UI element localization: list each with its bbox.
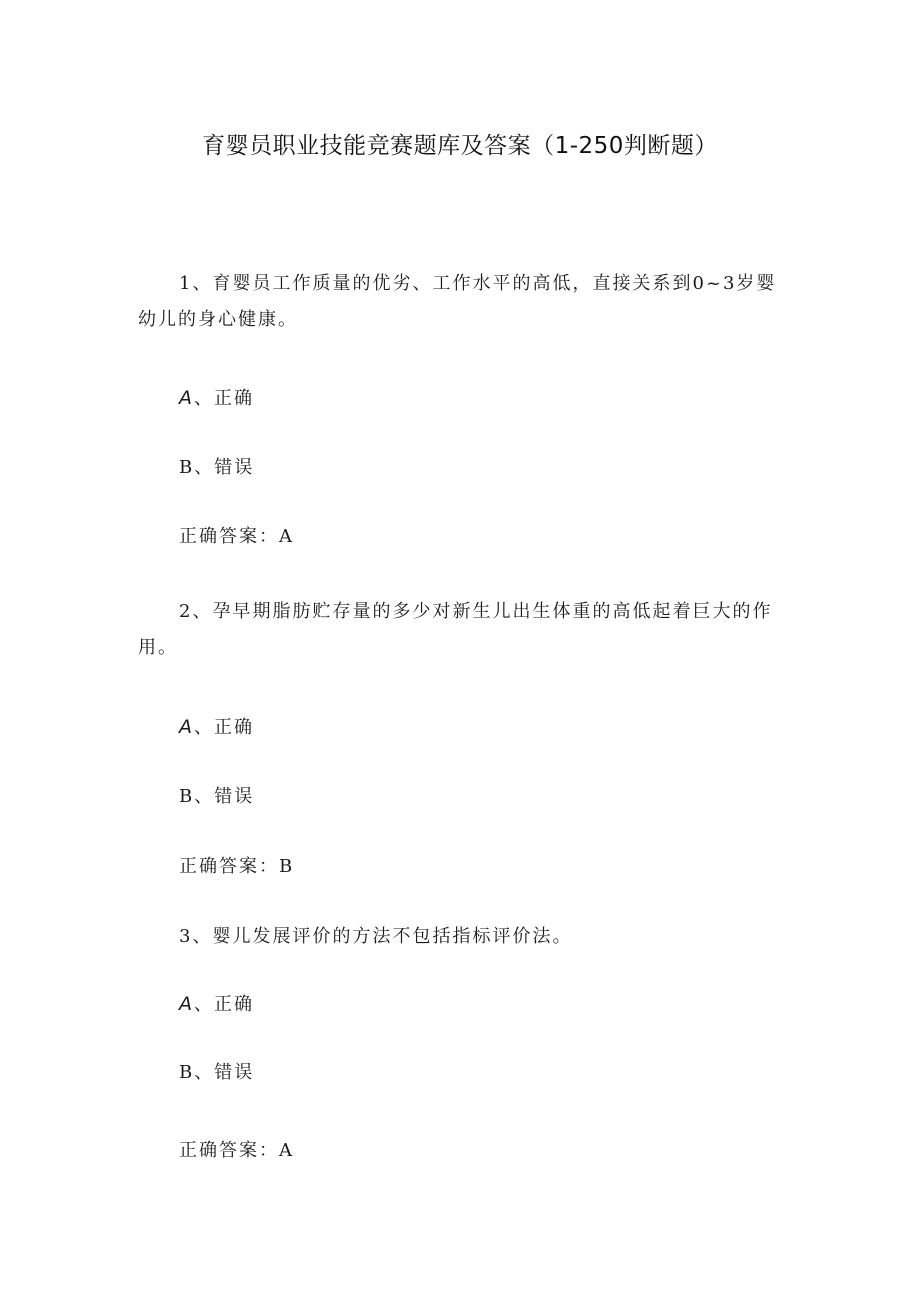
option-a-text: 、正确 [194,717,254,738]
answer-value: A [279,1140,294,1161]
question-stem: 育婴员工作质量的优劣、工作水平的高低，直接关系到0~3岁婴幼儿的身心健康。 [138,273,777,330]
document-title: 育婴员职业技能竞赛题库及答案（1-250判断题） [202,133,718,159]
correct-answer [179,1139,294,1163]
question-number: 3、 [179,926,213,947]
answer-label: 正确答案： [179,856,279,877]
option-b: B、错误 [179,1062,255,1083]
option-a [179,715,254,740]
answer-value: A [279,526,294,547]
option-a-text: 、正确 [194,388,254,409]
option-a-letter: A [179,716,194,738]
question-stem: 孕早期脂肪贮存量的多少对新生儿出生体重的高低起着巨大的作用。 [138,601,773,658]
correct-answer [179,855,294,879]
option-b: B、错误 [179,786,255,807]
question-text [138,266,780,338]
option-a [179,386,254,411]
option-a [179,992,254,1017]
answer-label: 正确答案： [179,526,279,547]
answer-value: B [279,856,295,877]
question-text [138,594,780,666]
question-number: 2、 [179,601,213,622]
option-b: B、错误 [179,457,255,478]
answer-label: 正确答案： [179,1140,279,1161]
option-a-letter: A [179,993,194,1015]
option-a-text: 、正确 [194,994,254,1015]
option-a-letter: A [179,387,194,409]
question-text [138,919,780,955]
question-stem: 婴儿发展评价的方法不包括指标评价法。 [212,926,573,947]
question-number: 1、 [179,273,213,294]
correct-answer [179,525,294,549]
